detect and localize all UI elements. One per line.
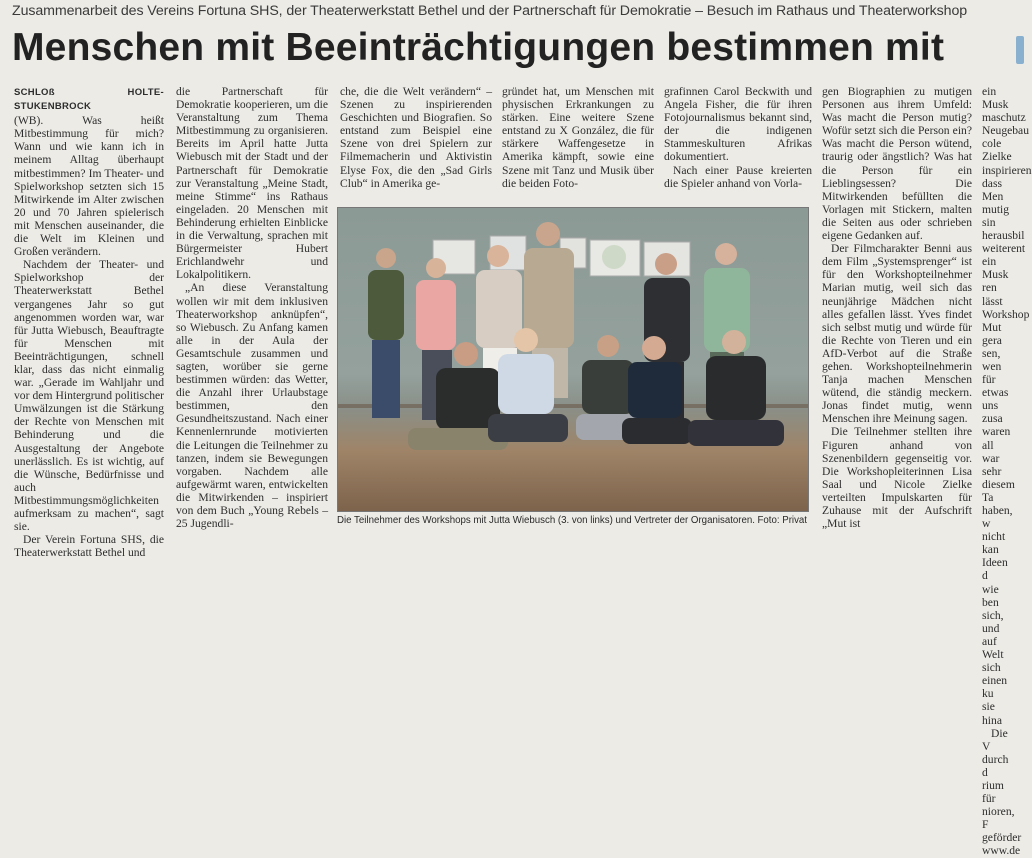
text-column-5 bbox=[664, 85, 812, 203]
article-headline: Menschen mit Beeinträchtigungen bestimmen mit bbox=[12, 26, 945, 69]
person bbox=[368, 248, 404, 418]
group-photo-illustration bbox=[338, 208, 808, 511]
paragraph: die Partnerschaft für Demokratie kooperieren, um die Veranstaltung zum Thema Mitbestimmung zu organisieren. Bereits im April hatte Jutta Wiebusch mit der Stadt und der Partnerschaft für Demokratie zur Veranstaltung „Meine Stadt, meine Stimme“ ins Rathaus eingeladen. 20 Menschen mit Behinderung erhielten Einblicke in die Verwaltung, sprachen mit Bürgermeister Hubert Erichlandwehr und Lokalpolitikern. bbox=[176, 85, 328, 282]
photo-credit: Foto: Privat bbox=[757, 515, 807, 526]
person bbox=[688, 330, 784, 446]
paragraph: Die V durch d rium für nioren, F geförder www.de bbox=[982, 726, 1022, 858]
article-kicker: Zusammenarbeit des Vereins Fortuna SHS, der Theaterwerkstatt Bethel und der Partnerschaft für Demokratie – Besuch im Rathaus und Theaterworkshop bbox=[12, 3, 968, 19]
text-column-4 bbox=[502, 85, 654, 203]
text-column-7-cutoff bbox=[982, 85, 1032, 858]
text-column-3 bbox=[340, 85, 492, 203]
paragraph: gen Biographien zu mutigen Personen aus ihrem Umfeld: Was macht die Person mutig? Wofür setzt sich die Person ein? Was macht die Person wütend, traurig oder ängstlich? Was hat die Person für ein Lieblingsessen? Die Mitwirkenden befüllten die Vorlagen mit Stickern, malten die Seiten aus oder schrieben eigene Gedanken auf. bbox=[822, 85, 972, 243]
paragraph: Der Verein Fortuna SHS, die Theaterwerkstatt Bethel und bbox=[14, 533, 164, 560]
paragraph: ein Musk maschutz Neugebau cole Zielke inspirieren dass Men mutig sin herausbil weiterent ein Musk ren lässt Workshop Mut gera sen, wen für etwas uns zusa waren all war sehr diesem Ta haben, w nicht kan Ideen d wie ben sich, und auf Welt sich einen ku sie hina bbox=[982, 85, 1032, 727]
paragraph: Nach einer Pause kreierten die Spieler anhand von Vorla- bbox=[664, 163, 812, 190]
text-column-6 bbox=[822, 85, 972, 530]
paragraph: Der Filmcharakter Benni aus dem Film „Systemsprenger“ ist für den Workshopteilnehmer Marian mutig, weil sich das neunjährige Mädchen nicht alles gefallen lässt. Yves findet sich selbst mutig und würde für die Rechte von Tieren und ein AfD-Verbot auf die Straße gehen. Workshopteilnehmerin Tanja machen Menschen wütend, die ständig meckern. Jonas findet mutig, wenn Menschen ihre Meinung sagen. bbox=[822, 242, 972, 426]
text-column-2 bbox=[176, 85, 328, 531]
paragraph: Nachdem der Theater- und Spielworkshop der Theaterwerkstatt Bethel vergangenes Jahr so gut angenommen worden war, war für Jutta Wiebusch, Beauftragte für Menschen mit Beeinträchtigungen, schnell klar, dass das nicht einmalig war. „Gerade im Wahljahr und vor dem Hintergrund politischer Umwälzungen ist die Stärkung der Rechte von Menschen mit Behinderung und die Ausgestaltung der Angebote unerlässlich. Es ist wichtig, auf die Wünsche, Bedürfnisse und auch Mitbestimmungsmöglichkeiten aufmerksam zu machen“, sagt sie. bbox=[14, 258, 164, 534]
paragraph: gründet hat, um Menschen mit physischen Erkrankungen zu stärken. Eine weitere Szene entstand zu X González, die für stärkere Waffengesetze in Amerika kämpft, sowie eine Szene mit Tanz und Musik über die beiden Foto- bbox=[502, 85, 654, 190]
paragraph: Die Teilnehmer stellten ihre Figuren anhand von Szenenbildern gegenseitig vor. Die Workshopleiterinnen Lisa Saal und Nicole Zielke verteilten Impulskarten für Zuhause mit der Aufschrift „Mut ist bbox=[822, 425, 972, 531]
poster-drawing bbox=[602, 245, 626, 269]
caption-text: Die Teilnehmer des Workshops mit Jutta Wiebusch (3. von links) und Vertreter der Organisatoren. bbox=[337, 515, 756, 526]
paragraph: grafinnen Carol Beckwith und Angela Fisher, die für ihren Fotojournalismus bekannt sind, der die indigenen Stammeskulturen Afrikas dokumentiert. bbox=[664, 85, 812, 164]
group-photo bbox=[337, 207, 809, 512]
text-column-1 bbox=[14, 85, 164, 560]
paragraph: „An diese Veranstaltung wollen wir mit dem inklusiven Theaterworkshop anknüpfen“, so Wiebusch. Zu Anfang kamen alle in der Aula der Gesamtschule zusammen und sagten, worüber sie gerne bestimmen würden: das Wetter, die Anzahl ihrer Urlaubstage bestimmen, den Gesundheitszustand. Nach einer Kennenlernrunde motivierten die Leitungen die Teilnehmer zu tanzen, indem sie Bewegungen vorgaben. Nachdem alle aufgewärmt waren, entwickelten die Mitwirkenden – inspiriert von dem Buch „Young Rebels – 25 Jugendli- bbox=[176, 281, 328, 531]
dateline: SCHLOß HOLTE-STUKENBROCK bbox=[14, 87, 164, 113]
edge-mark bbox=[1016, 36, 1024, 64]
photo-caption bbox=[337, 515, 807, 526]
paragraph: (WB). Was heißt Mitbestimmung für mich? Wann und wie kann ich in meinem Alltag überhaupt mitbestimmen? Im Theater- und Spielworkshop setzten sich 15 Mitwirkende im Alter zwischen 20 und 70 Jahren spielerisch mit Menschen auseinander, die die Welt im Kleinen und Großen verändern. bbox=[14, 114, 164, 259]
paragraph: che, die die Welt verändern“ – Szenen zu inspirierenden Geschichten und Biografien. So entstand zum Beispiel eine Szene von drei Spielern zur Filmemacherin und Aktivistin Elyse Fox, die den „Sad Girls Club“ in Amerika ge- bbox=[340, 85, 492, 190]
